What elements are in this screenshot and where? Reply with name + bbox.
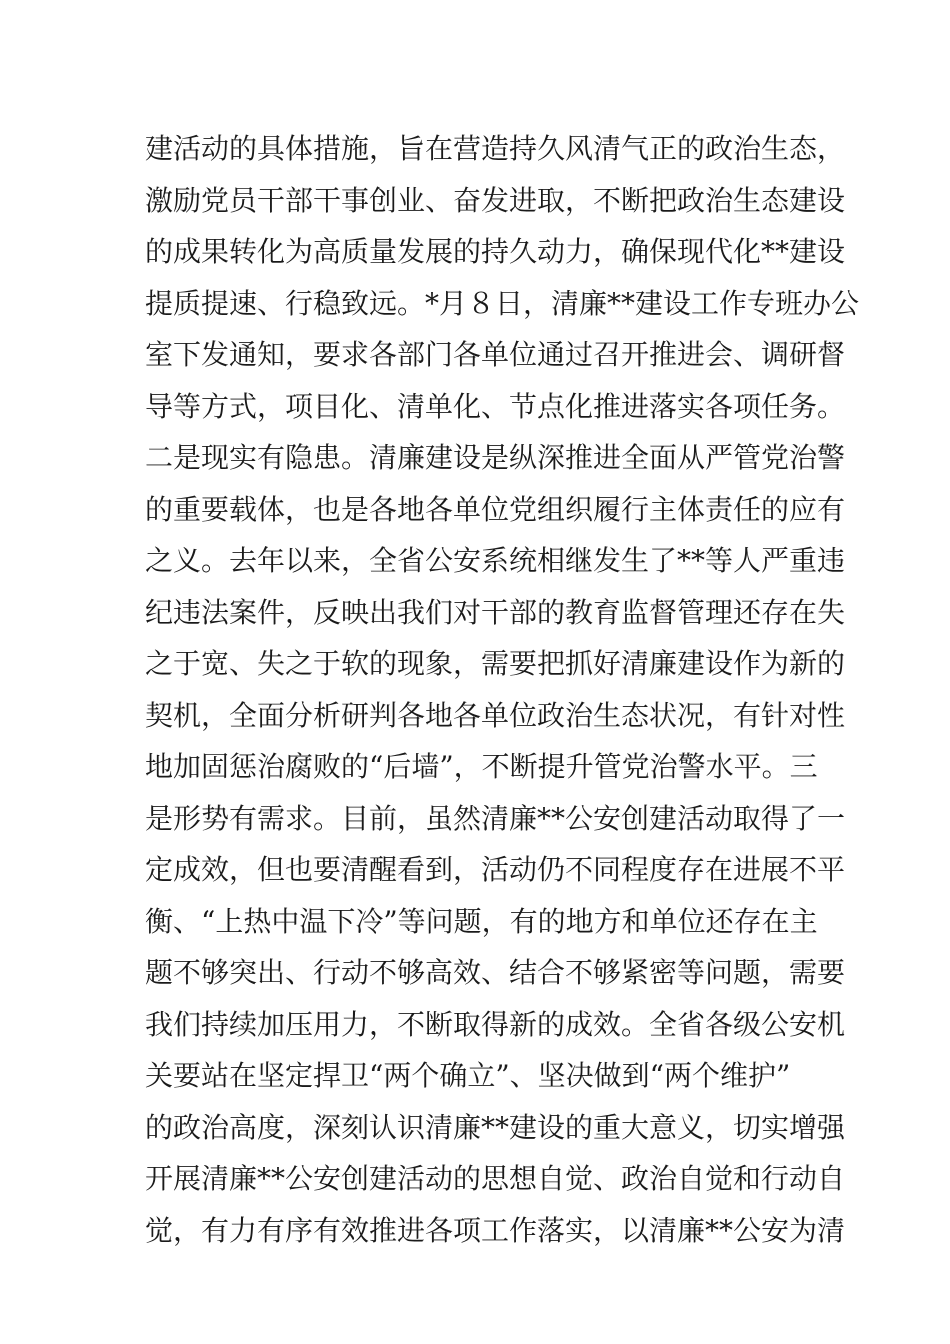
text-line: 纪违法案件，反映出我们对干部的教育监督管理还存在失 [145,595,846,629]
text-line: 是形势有需求。目前，虽然清廉**公安创建活动取得了一 [145,801,846,835]
text-line: 我们持续加压用力，不断取得新的成效。全省各级公安机 [145,1007,846,1041]
text-line: 提质提速、行稳致远。*月８日，清廉**建设工作专班办公 [145,286,860,320]
text-line: 开展清廉**公安创建活动的思想自觉、政治自觉和行动自 [145,1162,846,1195]
text-line: 地加固惩治腐败的“后墙”，不断提升管党治警水平。三 [145,750,818,783]
body-text [145,123,860,1256]
text-line: 的成果转化为高质量发展的持久动力，确保现代化**建设 [145,235,846,268]
text-line: 之于宽、失之于软的现象，需要把抓好清廉建设作为新的 [145,647,846,680]
text-line: 关要站在坚定捍卫“两个确立”、坚决做到“两个维护” [145,1059,791,1092]
text-line: 定成效，但也要清醒看到，活动仍不同程度存在进展不平 [145,853,846,886]
text-line: 激励党员干部干事创业、奋发进取，不断把政治生态建设 [145,183,846,217]
text-line: 的重要载体，也是各地各单位党组织履行主体责任的应有 [145,492,846,526]
text-line: 契机，全面分析研判各地各单位政治生态状况，有针对性 [145,698,846,732]
text-line: 之义。去年以来，全省公安系统相继发生了**等人严重违 [145,544,846,577]
text-line: 衡、“上热中温下冷”等问题，有的地方和单位还存在主 [145,904,818,938]
text-line: 二是现实有隐患。清廉建设是纵深推进全面从严管党治警 [145,441,846,474]
text-line: 觉，有力有序有效推进各项工作落实，以清廉**公安为清 [145,1213,846,1247]
text-line: 室下发通知，要求各部门各单位通过召开推进会、调研督 [145,338,846,371]
text-line: 建活动的具体措施，旨在营造持久风清气正的政治生态， [145,132,846,165]
text-line: 导等方式，项目化、清单化、节点化推进落实各项任务。 [145,389,846,423]
text-line: 题不够突出、行动不够高效、结合不够紧密等问题，需要 [145,956,846,989]
text-line: 的政治高度，深刻认识清廉**建设的重大意义，切实增强 [145,1110,846,1144]
